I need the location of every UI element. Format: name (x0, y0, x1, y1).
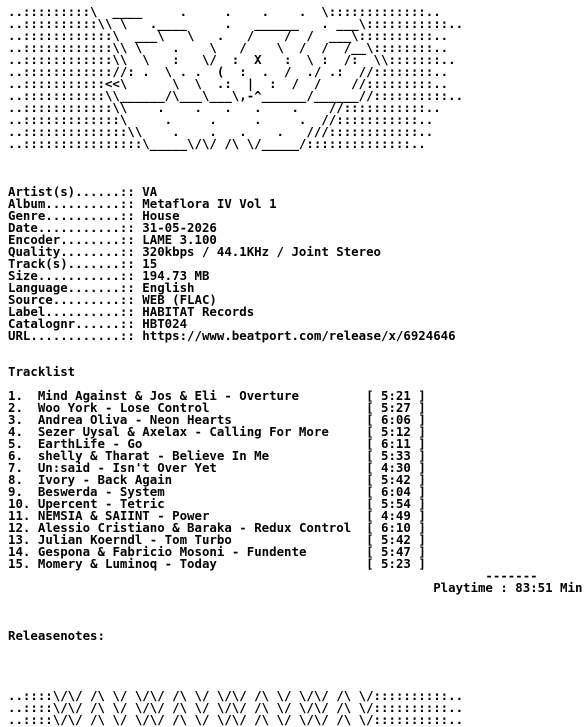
track-title: Upercent - Tetric (37, 496, 165, 511)
track-number: 5. (8, 436, 23, 451)
footer-art-line: ..::::\/\/ /\ \/ \/\/ /\ \/ \/\/ /\ \/ \/\/ /\ \/::::::::::.. (8, 712, 464, 727)
track-title: Alessio Cristiano & Baraka - Redux Control (37, 520, 352, 535)
nfo-document (8, 6, 582, 726)
track-row: 13. Julian Koerndl - Tom Turbo [ 5:42 ] (8, 532, 426, 547)
playtime-line (8, 582, 582, 594)
header-art-line: ..::::::::::::\ ___\ \ . / / / ___\::::::::::.. (8, 28, 449, 43)
track-row: 7. Un:said - Isn't Over Yet [ 4:30 ] (8, 460, 426, 475)
header-ascii-art (8, 6, 582, 150)
footer-ascii-art (8, 690, 582, 726)
info-value: 31-05-2026 (142, 220, 217, 235)
track-number: 11. (8, 508, 31, 523)
track-title: Andrea Oliva - Neon Hearts (37, 412, 232, 427)
info-label: Track(s).......:: (8, 256, 143, 271)
track-row: 3. Andrea Oliva - Neon Hearts [ 6:06 ] (8, 412, 426, 427)
track-title: Woo York - Lose Control (37, 400, 210, 415)
info-label: Size...........:: (8, 268, 143, 283)
track-time: 4:30 (381, 460, 411, 475)
info-value: VA (142, 184, 158, 199)
track-title: Beswerda - System (37, 484, 165, 499)
track-row: 15. Momery & Luminoq - Today [ 5:23 ] (8, 556, 426, 571)
track-row: 5. EarthLife - Go [ 6:11 ] (8, 436, 426, 451)
track-number: 12. (8, 520, 31, 535)
track-row: 10. Upercent - Tetric [ 5:54 ] (8, 496, 426, 511)
track-title: Julian Koerndl - Tom Turbo (37, 532, 232, 547)
track-time: 5:12 (381, 424, 411, 439)
info-value[interactable]: https://www.beatport.com/release/x/6924646 (142, 328, 456, 343)
releasenotes-heading: Releasenotes: (8, 628, 105, 643)
track-number: 4. (8, 424, 23, 439)
track-time: 5:27 (381, 400, 411, 415)
track-time: 6:06 (381, 412, 411, 427)
info-label: Language.......:: (8, 280, 143, 295)
header-art-line: ..:::::::::::::\ . . . . //:::::::::::.. (8, 112, 434, 127)
track-number: 8. (8, 472, 23, 487)
info-label: Source.........:: (8, 292, 143, 307)
info-label: Artist(s)......:: (8, 184, 143, 199)
info-value: HABITAT Records (142, 304, 255, 319)
track-number: 6. (8, 448, 23, 463)
info-value: 320kbps / 44.1KHz / Joint Stereo (142, 244, 381, 259)
info-value: LAME 3.100 (142, 232, 217, 247)
info-value: House (142, 208, 180, 223)
release-info-block (8, 186, 582, 342)
total-rule: ------- (8, 568, 538, 583)
header-art-line: ..::::::::::\\ \ .____ . ______ . ___\:::::::::::.. (8, 16, 464, 31)
track-title: Momery & Luminoq - Today (37, 556, 217, 571)
info-label: Catalognr......:: (8, 316, 143, 331)
info-label: Encoder........:: (8, 232, 143, 247)
track-row: 9. Beswerda - System [ 6:04 ] (8, 484, 426, 499)
track-time: 5:23 (381, 556, 411, 571)
info-label: Quality........:: (8, 244, 143, 259)
track-number: 15. (8, 556, 31, 571)
track-number: 7. (8, 460, 23, 475)
info-value: 15 (142, 256, 158, 271)
track-title: Sezer Uysal & Axelax - Calling For More (37, 424, 329, 439)
header-art-line: ..:::::::::::\\______/\___\___\,-^______/______//::::::::::.. (8, 88, 464, 103)
header-art-line: ..:::::::::\ ____ . . . . \:::::::::::::.. (8, 4, 441, 19)
track-row: 4. Sezer Uysal & Axelax - Calling For More [ 5:12 ] (8, 424, 426, 439)
tracklist-heading: Tracklist (8, 364, 76, 379)
track-number: 13. (8, 532, 31, 547)
track-time: 5:54 (381, 496, 411, 511)
track-number: 2. (8, 400, 23, 415)
track-row: 12. Alessio Cristiano & Baraka - Redux Control [ 6:10 ] (8, 520, 426, 535)
track-time: 5:21 (381, 388, 411, 403)
header-art-line: ..:::::::::::<<\ \ \ .: | : / / //:::::::::.. (8, 76, 449, 91)
track-title: Ivory - Back Again (37, 472, 173, 487)
info-value: Metaflora IV Vol 1 (142, 196, 277, 211)
info-label: Album..........:: (8, 196, 143, 211)
info-label: Label..........:: (8, 304, 143, 319)
track-time: 4:49 (381, 508, 411, 523)
track-time: 6:10 (381, 520, 411, 535)
track-time: 6:11 (381, 436, 411, 451)
header-art-line: ..::::::::::::\\ \ : \/ : X : \ : /: \\:::::::.. (8, 52, 456, 67)
footer-art-line: ..::::\/\/ /\ \/ \/\/ /\ \/ \/\/ /\ \/ \/\/ /\ \/::::::::::.. (8, 688, 464, 703)
info-label: Date...........:: (8, 220, 143, 235)
track-row: 1. Mind Against & Jos & Eli - Overture [ 5:21 ] (8, 388, 426, 403)
playtime-value: Playtime : 83:51 Min (433, 580, 583, 595)
track-title: Un:said - Isn't Over Yet (37, 460, 217, 475)
track-time: 5:42 (381, 472, 411, 487)
track-time: 6:04 (381, 484, 411, 499)
track-number: 9. (8, 484, 23, 499)
header-art-line: ..::::::::::::::::\_____\/\/ /\ \/_____/::::::::::::::.. (8, 136, 426, 151)
track-number: 3. (8, 412, 23, 427)
track-title: shelly & Tharat - Believe In Me (37, 448, 270, 463)
track-title: NEMSIA & SAIINT - Power (37, 508, 210, 523)
track-number: 10. (8, 496, 31, 511)
track-row: 14. Gespona & Fabricio Mosoni - Fundente [ 5:47 ] (8, 544, 426, 559)
info-value: HBT024 (142, 316, 188, 331)
track-row: 6. shelly & Tharat - Believe In Me [ 5:33 ] (8, 448, 426, 463)
header-art-line: ..::::::::::::::\\ . . . . ///::::::::::::.. (8, 124, 434, 139)
track-number: 1. (8, 388, 23, 403)
track-row: 8. Ivory - Back Again [ 5:42 ] (8, 472, 426, 487)
info-value: WEB (FLAC) (142, 292, 217, 307)
track-time: 5:33 (381, 448, 411, 463)
info-label: Genre..........:: (8, 208, 143, 223)
track-number: 14. (8, 544, 31, 559)
track-row: 2. Woo York - Lose Control [ 5:27 ] (8, 400, 426, 415)
track-title: Gespona & Fabricio Mosoni - Fundente (37, 544, 307, 559)
track-time: 5:42 (381, 532, 411, 547)
header-art-line: ..::::::::::::\\ \ . \ / \ / / /__\::::::::.. (8, 40, 449, 55)
tracklist (8, 390, 582, 570)
footer-art-line: ..::::\/\/ /\ \/ \/\/ /\ \/ \/\/ /\ \/ \/\/ /\ \/::::::::::.. (8, 700, 464, 715)
header-art-line: ..:::::::::::://: . \ . . ( : . / ./ .: //::::::::.. (8, 64, 449, 79)
info-value: 194.73 MB (142, 268, 210, 283)
info-label: URL............:: (8, 328, 143, 343)
track-title: EarthLife - Go (37, 436, 143, 451)
track-time: 5:47 (381, 544, 411, 559)
header-art-line: ..::::::::::::\\ . . . . . //:::::::::::.. (8, 100, 441, 115)
info-row (8, 330, 582, 342)
info-value: English (142, 280, 195, 295)
track-row: 11. NEMSIA & SAIINT - Power [ 4:49 ] (8, 508, 426, 523)
track-title: Mind Against & Jos & Eli - Overture (37, 388, 299, 403)
